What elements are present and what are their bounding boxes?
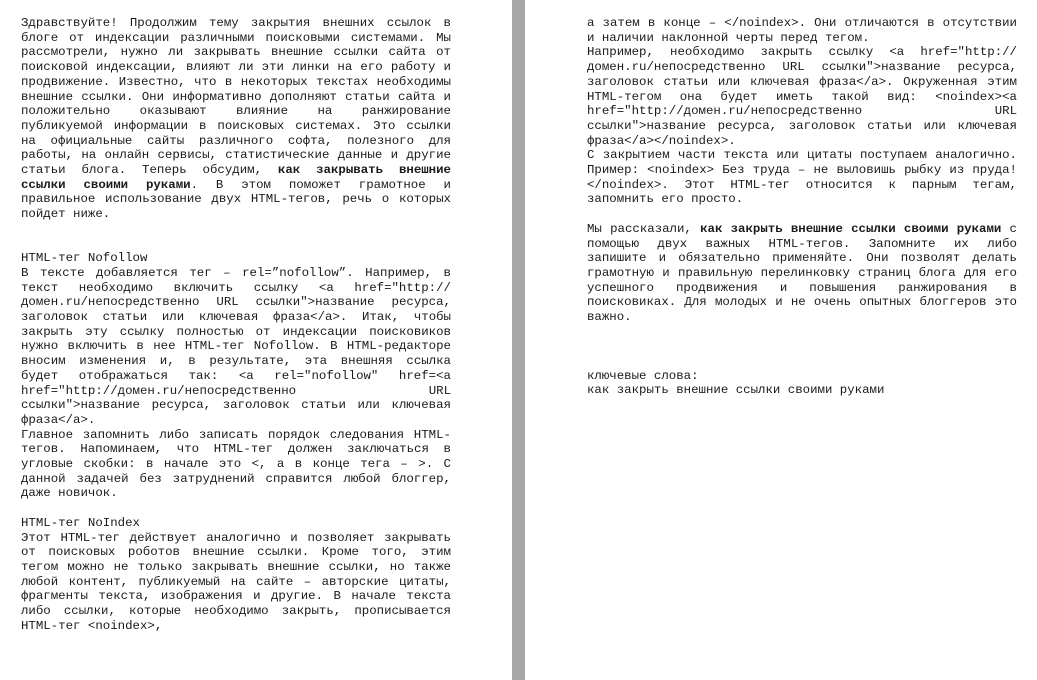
example-paragraph: Например, необходимо закрыть ссылку <a href="http://домен.ru/непосредственно URL ссылки">название ресурса, заголовок статьи или ключевая фраза</a>. Окруженная этим HTML-тегом она будет иметь такой вид: <noindex><a href="http://домен.ru/непосредственно URL ссылки">название ресурса, заголовок статьи или ключевая фраза</a></noindex>. — [587, 45, 1017, 148]
quote-paragraph: С закрытием части текста или цитаты поступаем аналогично. Пример: <noindex> Без труда – не выловишь рыбку из пруда!</noindex>. Этот HTML-тег относится к парным тегам, запомнить его просто. — [587, 148, 1017, 207]
noindex-paragraph: Этот HTML-тег действует аналогично и позволяет закрывать от поисковых роботов внешние ссылки. Кроме того, этим тегом можно не только закрывать внешние ссылки, но также любой контент, публикуемый на сайте – авторские цитаты, фрагменты текста, изображения и другие. В начале текста либо ссылки, которые необходимо закрыть, прописывается HTML-тег <noindex>, — [21, 530, 451, 633]
left-page — [0, 0, 512, 680]
page-gutter — [512, 0, 525, 680]
intro-paragraph: Здравствуйте! Продолжим тему закрытия внешних ссылок в блоге от индексации различными поисковыми системами. Мы рассмотрели, нужно ли закрывать внешние ссылки сайта от поисковой индексации, влияют ли эти линки на его работу и продвижение. Известно, что в некоторых текстах необходимы внешние ссылки. Они информативно дополняют статьи сайта и положительно оказывают влияние на ранжирование публикуемой информации в поисковых системах. Это ссылки на официальные сайты различного софта, полезного для работы, на онлайн сервисы, статистические данные и другие статьи блога. Теперь обсудим, как закрывать внешние ссылки своими руками. В этом поможет грамотное и правильное использование двух HTML-тегов, речь о которых пойдет ниже. — [21, 16, 451, 222]
intro-bold-phrase: как закрывать внешние ссылки своими руками — [21, 163, 451, 192]
summary-bold-phrase: как закрыть внешние ссылки своими руками — [700, 221, 1002, 236]
right-column — [587, 16, 1017, 398]
nofollow-paragraph: В тексте добавляется тег – rel=”nofollow”. Например, в текст необходимо включить ссылку <a href="http://домен.ru/непосредственно URL ссылки">название ресурса, заголовок статьи или ключевая фраза</a>. Итак, чтобы закрыть эту ссылку полностью от индексации поисковиков нужно включить в нее HTML-тег Nofollow. В HTML-редакторе вносим изменения и, в результате, эта внешняя ссылка будет отображаться так: <a rel="nofollow" href=<a href="http://домен.ru/непосредственно URL ссылки">название ресурса, заголовок статьи или ключевая фраза</a>. — [21, 265, 451, 427]
continuation-paragraph: а затем в конце – </noindex>. Они отличаются в отсутствии и наличии наклонной черты перед тегом. — [587, 16, 1017, 45]
noindex-heading: HTML-тег NoIndex — [21, 515, 140, 530]
right-page — [525, 0, 1037, 680]
order-paragraph: Главное запомнить либо записать порядок следования HTML-тегов. Напоминаем, что HTML-тег должен заключаться в угловые скобки: в начале это <, а в конце тега – >. С данной задачей без затруднений справится любой блоггер, даже новичок. — [21, 427, 451, 501]
keywords-label: ключевые слова: — [587, 368, 699, 383]
left-column — [21, 16, 451, 634]
summary-paragraph: Мы рассказали, как закрыть внешние ссылки своими руками с помощью двух важных HTML-тегов. Запомните их либо запишите и обязательно применяйте. Они позволят делать грамотную и правильную перелинковку страниц блога для его успешного продвижения и повышения ранжирования в поисковиках. Для молодых и не очень опытных блоггеров это важно. — [587, 221, 1017, 325]
nofollow-heading: HTML-тег Nofollow — [21, 251, 148, 266]
keywords-value: как закрыть внешние ссылки своими руками — [587, 383, 885, 398]
